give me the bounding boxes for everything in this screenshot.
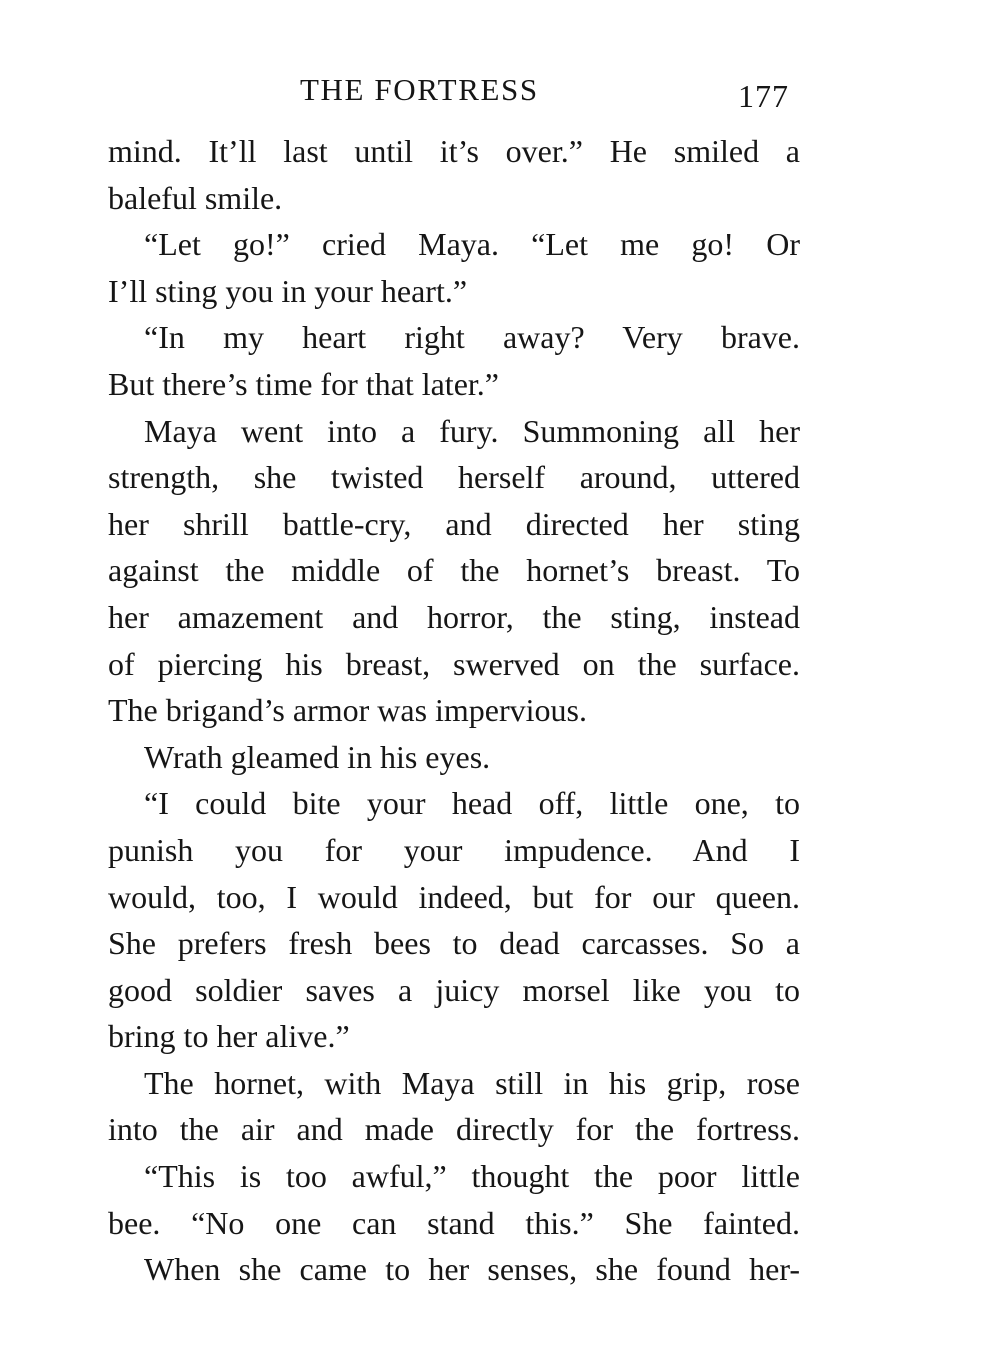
text-line: of piercing his breast, swerved on the surface. xyxy=(108,645,800,682)
text-line: her amazement and horror, the sting, instead xyxy=(108,598,800,635)
text-line: I’ll sting you in your heart.” xyxy=(108,272,468,309)
text-line: Maya went into a fury. Summoning all her xyxy=(144,412,800,449)
text-line: bee. “No one can stand this.” She fainted. xyxy=(108,1204,800,1241)
text-line: strength, she twisted herself around, uttered xyxy=(108,459,800,496)
text-line: The brigand’s armor was impervious. xyxy=(108,692,587,729)
text-line: The hornet, with Maya still in his grip, rose xyxy=(144,1064,800,1101)
text-line: would, too, I would indeed, but for our queen. xyxy=(108,878,800,915)
text-line: into the air and made directly for the fortress. xyxy=(108,1111,800,1148)
text-line: “This is too awful,” thought the poor little xyxy=(144,1158,800,1195)
body-text xyxy=(108,128,800,1293)
text-line: “I could bite your head off, little one, to xyxy=(144,785,800,822)
text-line: When she came to her senses, she found her- xyxy=(144,1251,800,1288)
text-line: her shrill battle-cry, and directed her sting xyxy=(108,505,800,542)
running-head xyxy=(0,72,1000,116)
text-line: baleful smile. xyxy=(108,179,283,216)
text-line: bring to her alive.” xyxy=(108,1018,350,1055)
text-line: punish you for your impudence. And I xyxy=(108,831,800,868)
text-line: Wrath gleamed in his eyes. xyxy=(144,738,491,775)
text-line: against the middle of the hornet’s breast. To xyxy=(108,552,800,589)
text-line: But there’s time for that later.” xyxy=(108,365,499,402)
page-number: 177 xyxy=(738,78,789,114)
text-line: “Let go!” cried Maya. “Let me go! Or xyxy=(144,226,800,263)
text-line: She prefers fresh bees to dead carcasses. So a xyxy=(108,925,800,962)
text-line: “In my heart right away? Very brave. xyxy=(144,319,800,356)
text-line: mind. It’ll last until it’s over.” He smiled a xyxy=(108,133,800,169)
running-title: THE FORTRESS xyxy=(300,72,539,107)
text-line: good soldier saves a juicy morsel like you to xyxy=(108,971,800,1008)
